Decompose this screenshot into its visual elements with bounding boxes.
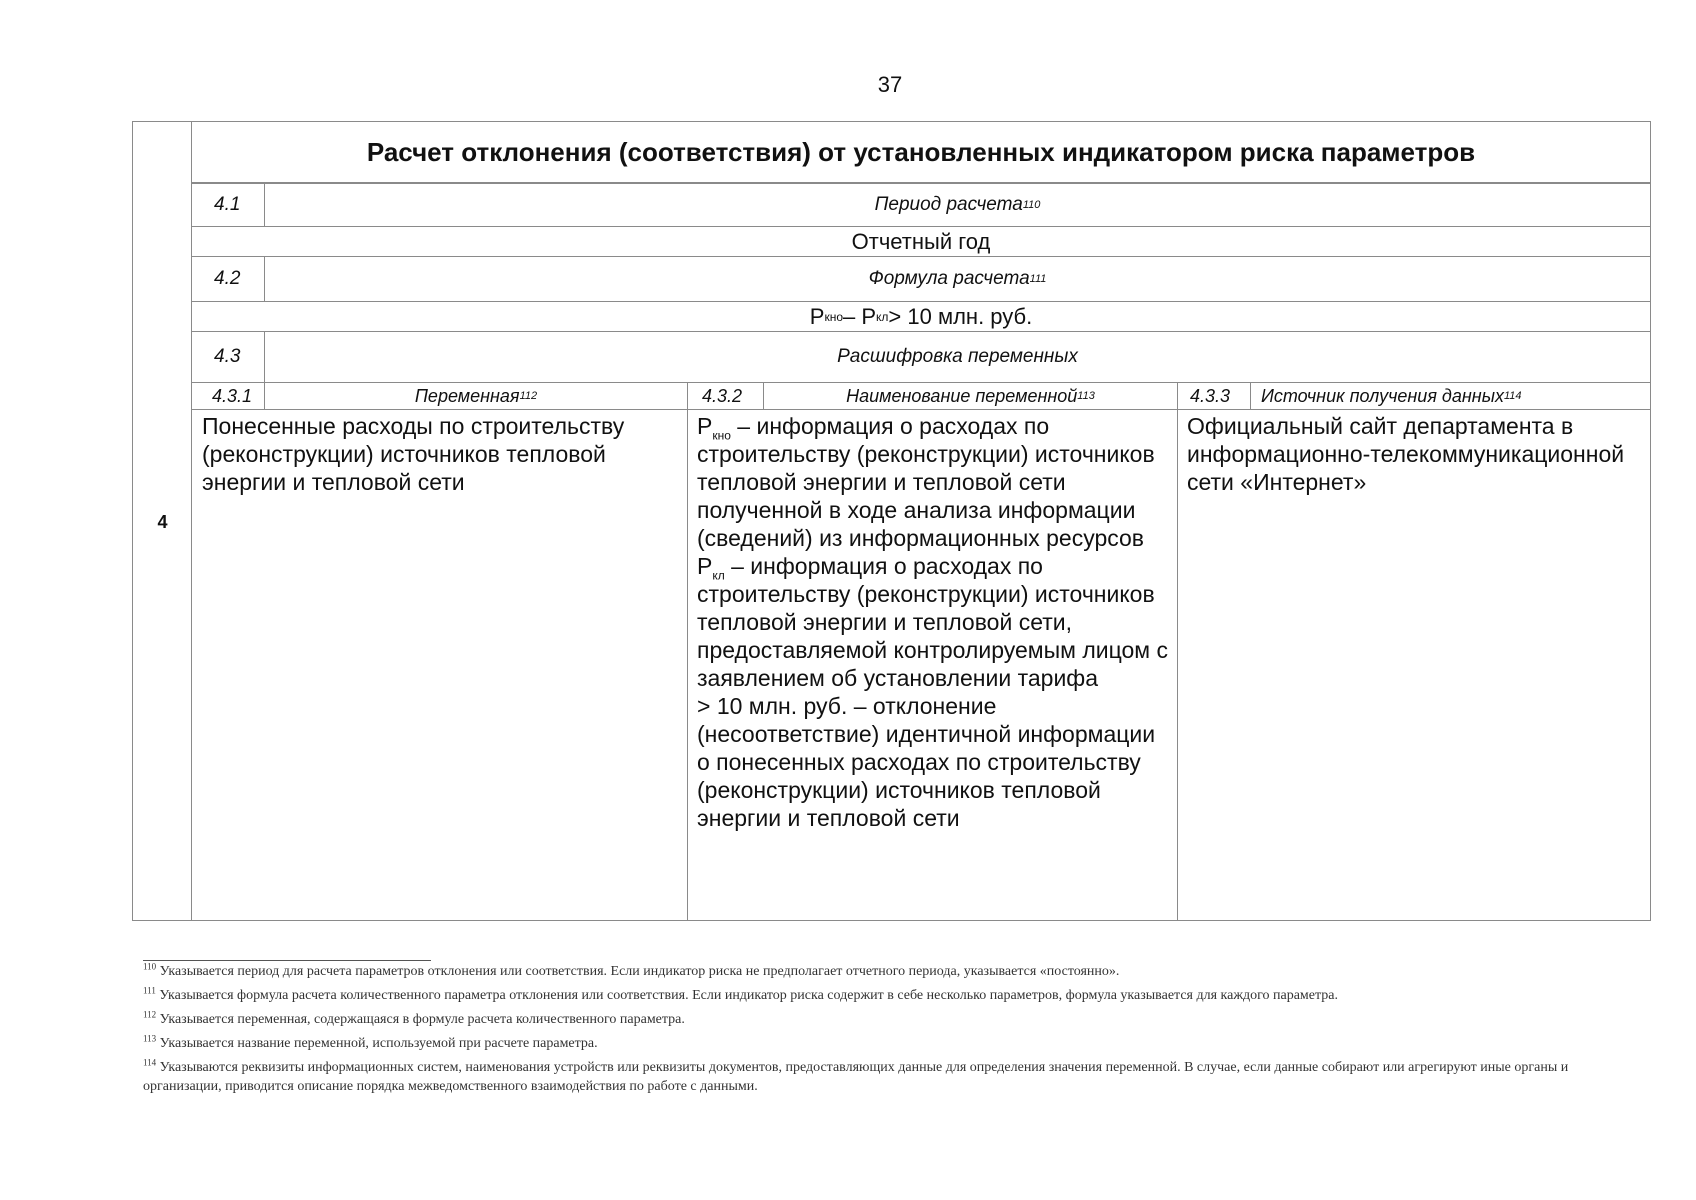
footnote-111: $^{111}$ Указывается формула расчета количественного параметра отклонения или соответствия. Если индикатор риска содержит в себе несколько параметров, формула указывается для каждого параметра. xyxy=(143,985,1339,1003)
footnote-112: $^{112}$ Указывается переменная, содержащаяся в формуле расчета количественного параметра. xyxy=(143,1009,685,1027)
variable-p-kl: $P_{кл}$ – информация о расходах по строительству (реконструкции) источников тепловой энергии и тепловой сети, предоставляемой контролируемым лицом с заявлением об установлении тарифа xyxy=(697,553,1168,691)
variable-cell: Понесенные расходы по строительству (реконструкции) источников тепловой энергии и тепловой сети xyxy=(202,413,625,495)
section-number: 4 xyxy=(157,512,168,532)
source-col-label: Источник получения данных 114 xyxy=(1261,385,1522,406)
footnote-separator xyxy=(143,960,431,961)
decoding-label: Расшифровка переменных xyxy=(837,346,1078,367)
period-label: Период расчета xyxy=(874,194,1023,215)
section-number-column xyxy=(133,122,192,920)
period-header-row xyxy=(192,184,1650,227)
footnote-113: $^{113}$ Указывается название переменной, используемой при расчете параметра. xyxy=(143,1033,598,1051)
name-col-label: Наименование переменной 113 xyxy=(846,385,1095,406)
source-col-number: 4.3.3 xyxy=(1177,383,1251,409)
table-content xyxy=(192,122,1650,920)
variable-name-cell xyxy=(687,410,1177,832)
risk-indicator-table xyxy=(132,121,1651,921)
period-label-cell: Период расчета 110 xyxy=(874,194,1041,215)
formula-label: Формула расчета xyxy=(868,268,1030,289)
variable-threshold: > 10 млн. руб. – отклонение (несоответствие) идентичной информации о понесенных расходах по строительству (реконструкции) источников тепловой энергии и тепловой сети xyxy=(697,693,1156,831)
period-number: 4.1 xyxy=(192,184,265,226)
footnotes xyxy=(143,962,1643,1101)
data-source-cell: Официальный сайт департамента в информационно-телекоммуникационной сети «Интернет» xyxy=(1187,413,1625,495)
table-title: Расчет отклонения (соответствия) от установленных индикатором риска параметров xyxy=(192,122,1650,184)
footnote-114: $^{114}$ Указываются реквизиты информационных систем, наименования устройств или реквизиты документов, предоставляющих данные для определения значения переменной. В случае, если данные собирают или агрегируют иные органы и организации, приводится описание порядка межведомственного взаимодействия по работе с данными. xyxy=(143,1057,1569,1094)
name-col-number: 4.3.2 xyxy=(687,383,764,409)
formula-label-cell: Формула расчета 111 xyxy=(868,268,1047,289)
footnote-110: $^{110}$ Указывается период для расчета параметров отклонения или соответствия. Если индикатор риска не предполагает отчетного периода, указывается «постоянно». xyxy=(143,961,1120,979)
period-value: Отчетный год xyxy=(192,227,1650,257)
formula-number: 4.2 xyxy=(192,257,265,301)
decoding-number: 4.3 xyxy=(192,332,265,382)
decoding-header-row xyxy=(192,332,1650,383)
variable-p-kno: $P_{кно}$ – информация о расходах по строительству (реконструкции) источников тепловой энергии и тепловой сети полученной в ходе анализа информации (сведений) из информационных ресурсов xyxy=(697,413,1155,551)
page-number: 37 xyxy=(877,72,903,97)
variables-body-row xyxy=(192,410,1650,920)
variable-col-label: Переменная 112 xyxy=(414,385,538,406)
formula-value: P кно – P кл > 10 млн. руб. xyxy=(192,302,1650,332)
variable-col-number: 4.3.1 xyxy=(192,383,265,409)
formula-header-row xyxy=(192,257,1650,302)
variables-header-row xyxy=(192,383,1650,410)
